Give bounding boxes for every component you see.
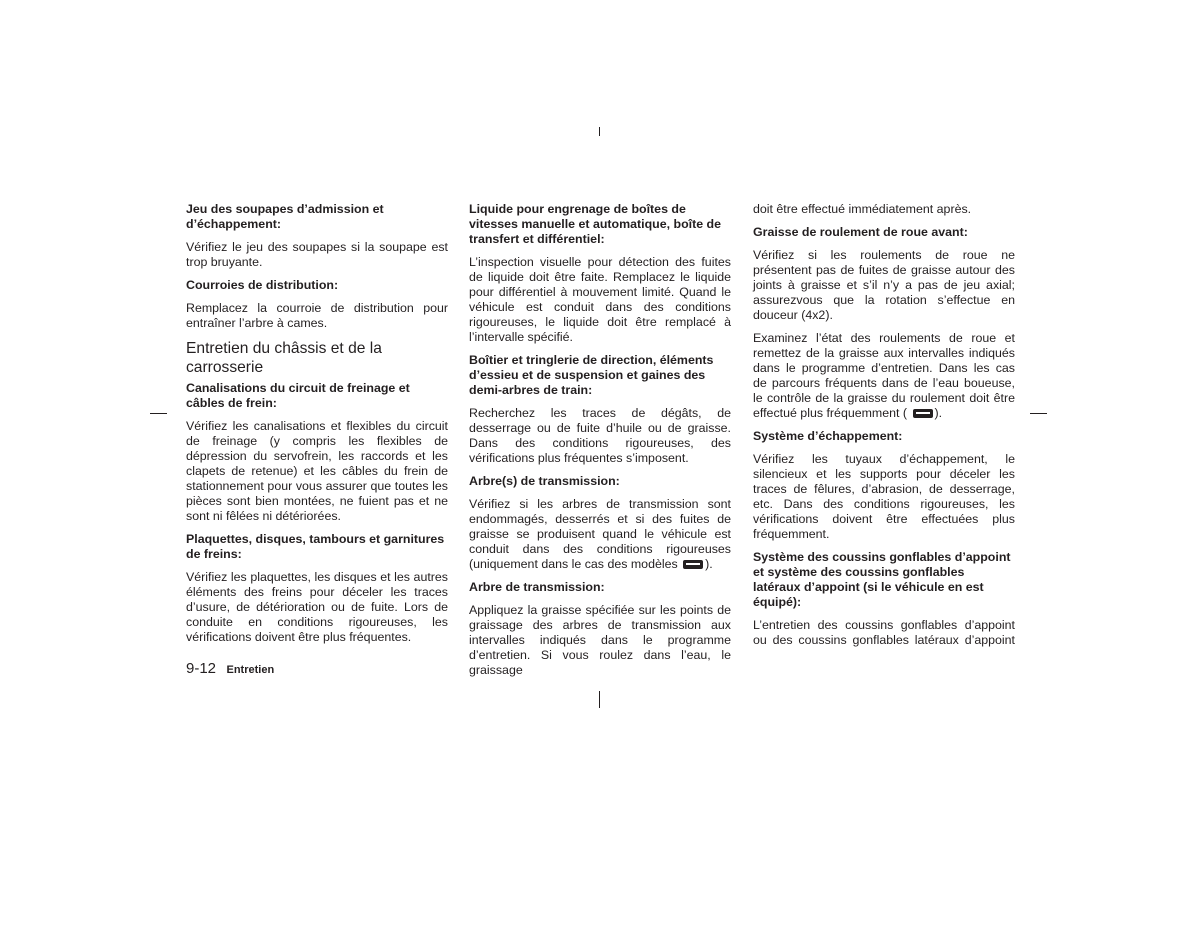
crop-mark-top (599, 127, 600, 136)
4x4-icon (683, 560, 703, 569)
crop-mark-bottom (599, 691, 600, 708)
heading-courroies: Courroies de distribution: (186, 278, 339, 292)
heading-graisse: Graisse de roulement de roue avant: (753, 225, 968, 239)
paragraph-graisse: Vérifiez si les roulements de roue ne présentent pas de fuites de graisse autour des joints à graisse et s’il n’y a pas de jeu axial; assurezvous que la rotation s’effectue en douceur (4x2). (753, 248, 1015, 322)
paragraph-liquide: L’inspection visuelle pour détection des fuites de liquide doit être faite. Remplacez le liquide pour différentiel à mouvement limité. Quand le véhicule est conduit dans des conditions rigoureuses, le liquide doit être remplacé à l’intervalle spécifié. (469, 255, 731, 344)
paragraph-plaquettes: Vérifiez les plaquettes, les disques et les autres éléments des freins pour déceler les traces d’usure, de détérioration ou de fuite. Lors de conduite en conditions rigoureuses, les vérifications doivent être plus fréquentes. (186, 570, 448, 644)
heading-echappement: Système d’échappement: (753, 429, 903, 443)
heading-plaquettes: Plaquettes, disques, tambours et garnitures de freins: (186, 532, 445, 561)
paragraph-courroies: Remplacez la courroie de distribution pour entraîner l’arbre à cames. (186, 301, 448, 330)
footer-section-title: Entretien (226, 664, 275, 676)
page-footer (186, 660, 274, 678)
paragraph-coussins: L’entretien des coussins gonflables d’appoint ou des coussins gonflables latéraux d’appoint (753, 618, 1015, 647)
heading-soupapes: Jeu des soupapes d’admission et d’échappement: (186, 202, 384, 231)
section-title: Entretien du châssis et de la carrosserie (186, 340, 382, 376)
heading-liquide: Liquide pour engrenage de boîtes de vitesses manuelle et automatique, boîte de transfert et différentiel: (469, 202, 722, 246)
4x4-icon (913, 409, 933, 418)
paragraph-soupapes: Vérifiez le jeu des soupapes si la soupape est trop bruyante. (186, 240, 448, 269)
paragraph-examinez-end: ). (934, 406, 943, 420)
paragraph-canalisations: Vérifiez les canalisations et flexibles du circuit de freinage (y compris les flexibles de dépression du servofrein, les raccords et les clapets de retenue) et les câbles du frein de stationnement pour vous assurer que toutes les pièces sont bien montées, ne fuient pas et ne sont ni fêlées ni détériorées. (186, 419, 448, 523)
paragraph-arbre: Appliquez la graisse spécifiée sur les points de graissage des arbres de transmission aux intervalles indiqués dans le programme d’entretien. Si vous roulez dans l’eau, le graissage (469, 603, 731, 677)
paragraph-arbres (469, 497, 731, 572)
heading-boitier: Boîtier et tringlerie de direction, éléments d’essieu et de suspension et gaines des demi-arbres de train: (469, 353, 714, 397)
column-3 (753, 202, 1015, 656)
paragraph-arbres-end: ). (705, 557, 713, 571)
paragraph-continued: doit être effectué immédiatement après. (753, 202, 972, 216)
heading-coussins: Système des coussins gonflables d’appoint et système des coussins gonflables latéraux d’appoint (si le véhicule en est équipé): (753, 550, 1011, 609)
paragraph-examinez (753, 331, 1015, 421)
paragraph-examinez-text: Examinez l’état des roulements de roue et remettez de la graisse aux intervalles indiqués dans le programme d’entretien. Dans les cas de parcours fréquents dans de l’eau boueuse, le contrôle de la graisse du roulement doit être effectué plus fréquemment ( (753, 331, 1015, 420)
page-number: 9-12 (186, 660, 217, 677)
column-1 (186, 202, 448, 653)
heading-canalisations: Canalisations du circuit de freinage et câbles de frein: (186, 381, 410, 410)
column-2 (469, 202, 731, 686)
crop-mark-right (1030, 413, 1047, 414)
paragraph-echappement: Vérifiez les tuyaux d’échappement, le silencieux et les supports pour déceler les traces de fêlures, d’abrasion, de desserrage, etc. Dans des conditions rigoureuses, les vérifications doivent être effectuées plus fréquemment. (753, 452, 1015, 541)
heading-arbre: Arbre de transmission: (469, 580, 605, 594)
paragraph-arbres-text: Vérifiez si les arbres de transmission sont endommagés, desserrés et si des fuites de graisse se produisent quand le véhicule est conduit dans des conditions rigoureuses (uniquement dans le cas des modèles (469, 497, 731, 571)
crop-mark-left (150, 413, 167, 414)
heading-arbres: Arbre(s) de transmission: (469, 474, 620, 488)
paragraph-boitier: Recherchez les traces de dégâts, de desserrage ou de fuite d’huile ou de graisse. Dans des conditions rigoureuses, des vérifications plus fréquentes s’imposent. (469, 406, 731, 465)
